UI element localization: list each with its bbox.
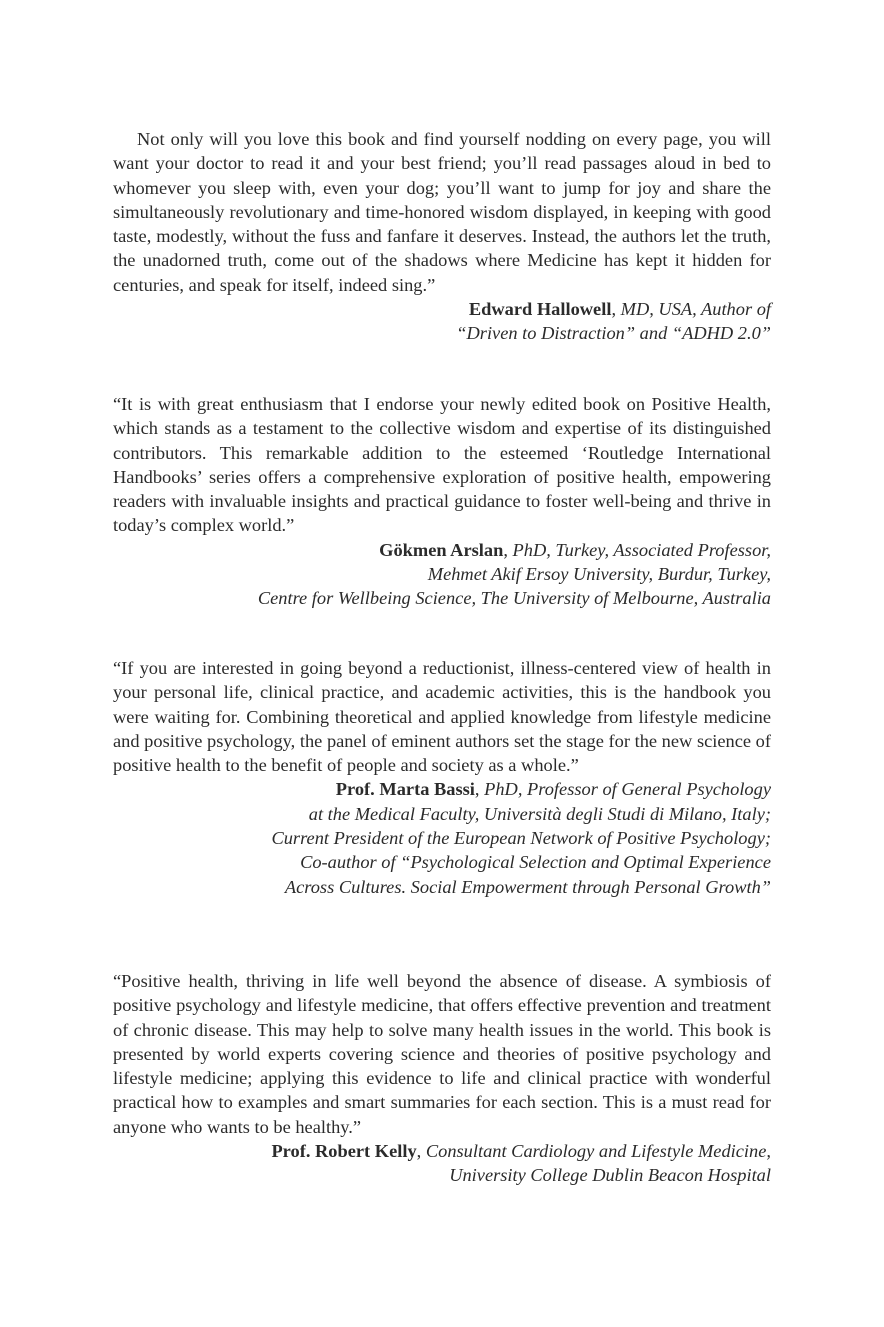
- endorsement-quote: “Positive health, thriving in life well beyond the absence of disease. A symbiosis of positive psychology and lifestyle medicine, that offers effective prevention and treatment of chronic disease. This may help to solve many health issues in the world. This book is presented by world experts covering science and theories of positive psychology and lifestyle medicine; applying this evidence to life and clinical practice with wonderful practical how to examples and smart summaries for each section. This is a must read for anyone who wants to be healthy.”: [113, 971, 771, 1137]
- endorser-affiliation-line: Mehmet Akif Ersoy University, Burdur, Turkey,: [427, 564, 771, 585]
- endorsement-quote: “It is with great enthusiasm that I endorse your newly edited book on Positive Health, which stands as a testament to the collective wisdom and expertise of its distinguished contributors. This remarkable addition to the esteemed ‘Routledge International Handbooks’ series offers a comprehensive exploration of positive health, empowering readers with invaluable insights and practical guidance to foster well-being and thrive in today’s complex world.”: [113, 394, 771, 536]
- endorser-name: Gökmen Arslan: [379, 539, 504, 560]
- endorser-name: Prof. Marta Bassi: [335, 779, 475, 800]
- endorsement-attribution: [113, 777, 771, 898]
- attribution-separator: ,: [416, 1141, 426, 1162]
- endorser-affiliation-line: PhD, Professor of General Psychology: [484, 779, 771, 800]
- endorser-affiliation-line: “Driven to Distraction” and “ADHD 2.0”: [456, 323, 771, 344]
- endorser-affiliation-line: Current President of the European Network of Positive Psychology;: [271, 828, 771, 849]
- endorsement-arslan: [113, 392, 771, 611]
- endorsement-quote: “If you are interested in going beyond a reductionist, illness-centered view of health in your personal life, clinical practice, and academic activities, this is the handbook you were waiting for. Combining theoretical and applied knowledge from lifestyle medicine and positive psychology, the panel of eminent authors set the stage for the new science of positive health to the benefit of people and society as a whole.”: [113, 658, 771, 776]
- endorser-affiliation-line: Across Cultures. Social Empowerment through Personal Growth”: [284, 876, 771, 897]
- endorser-name: Prof. Robert Kelly: [271, 1141, 417, 1162]
- attribution-separator: ,: [611, 299, 621, 320]
- endorser-affiliation-line: MD, USA, Author of: [620, 299, 771, 320]
- endorser-affiliation-line: University College Dublin Beacon Hospital: [449, 1165, 771, 1186]
- endorser-affiliation-line: at the Medical Faculty, Università degli Studi di Milano, Italy;: [308, 803, 771, 824]
- endorser-name: Edward Hallowell: [468, 299, 612, 320]
- endorsement-hallowell: [113, 127, 771, 346]
- attribution-separator: ,: [474, 779, 485, 800]
- endorser-affiliation-line: PhD, Turkey, Associated Professor,: [512, 539, 771, 560]
- endorsement-bassi: [113, 656, 771, 899]
- endorser-affiliation-line: Centre for Wellbeing Science, The University of Melbourne, Australia: [257, 588, 771, 609]
- endorser-affiliation-line: Consultant Cardiology and Lifestyle Medicine,: [425, 1141, 771, 1162]
- endorser-affiliation-line: Co-author of “Psychological Selection and Optimal Experience: [300, 852, 771, 873]
- endorsement-kelly: [113, 969, 771, 1188]
- attribution-separator: ,: [503, 539, 513, 560]
- endorsement-quote: Not only will you love this book and find yourself nodding on every page, you will want your doctor to read it and your best friend; you’ll read passages aloud in bed to whomever you sleep with, even your dog; you’ll want to jump for joy and share the simultaneously revolutionary and time-honored wisdom displayed, in keeping with good taste, modestly, without the fuss and fanfare it deserves. Instead, the authors let the truth, the unadorned truth, come out of the shadows where Medicine has kept it hidden for centuries, and speak for itself, indeed sing.”: [113, 129, 771, 295]
- endorsement-attribution: [113, 297, 771, 346]
- endorsement-attribution: [113, 538, 771, 611]
- endorsement-attribution: [113, 1139, 771, 1188]
